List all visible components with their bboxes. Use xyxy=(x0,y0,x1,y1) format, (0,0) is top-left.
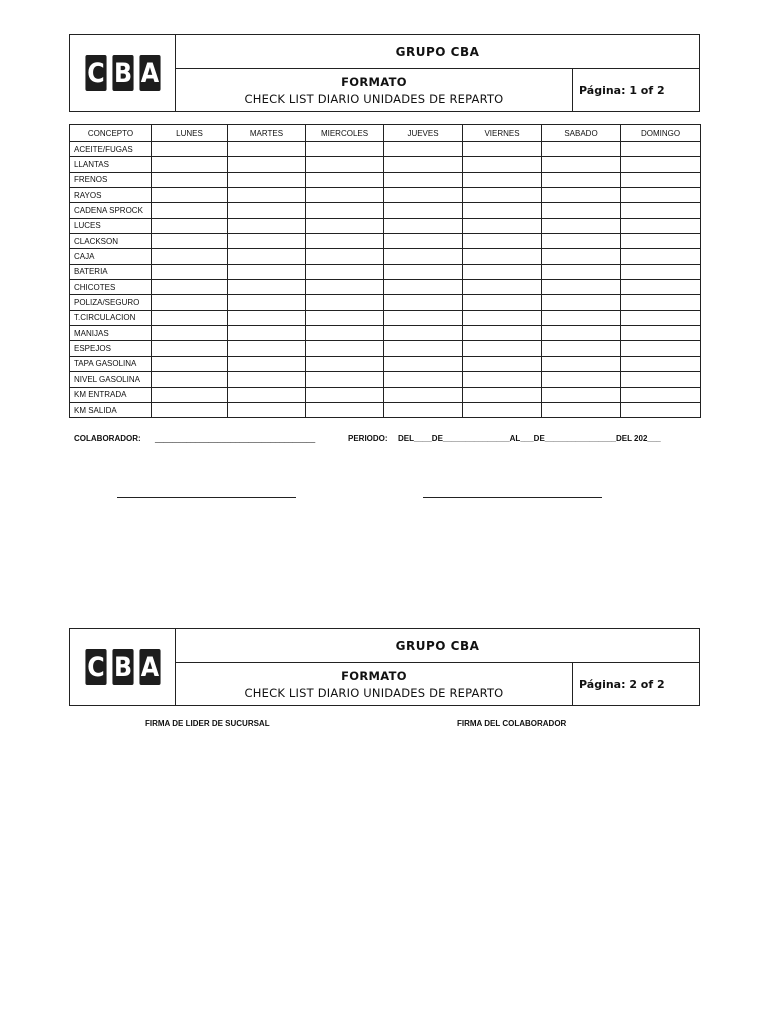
concept-label: ACEITE/FUGAS xyxy=(70,142,152,157)
column-header: SABADO xyxy=(542,125,621,142)
check-cell[interactable] xyxy=(542,295,621,310)
concept-label: LLANTAS xyxy=(70,157,152,172)
concept-label: MANIJAS xyxy=(70,326,152,341)
column-header: VIERNES xyxy=(463,125,542,142)
concept-label: LUCES xyxy=(70,218,152,233)
check-cell[interactable] xyxy=(152,234,228,249)
check-cell[interactable] xyxy=(384,157,463,172)
check-cell[interactable] xyxy=(542,280,621,295)
check-cell[interactable] xyxy=(621,402,701,417)
check-cell[interactable] xyxy=(542,234,621,249)
column-header: CONCEPTO xyxy=(70,125,152,142)
signature-line-colaborador[interactable] xyxy=(423,497,602,498)
check-cell[interactable] xyxy=(228,188,306,203)
check-cell[interactable] xyxy=(152,280,228,295)
check-cell[interactable] xyxy=(306,249,384,264)
check-cell[interactable] xyxy=(463,402,542,417)
table-row xyxy=(70,142,701,157)
check-cell[interactable] xyxy=(463,387,542,402)
check-cell[interactable] xyxy=(621,234,701,249)
check-cell[interactable] xyxy=(152,218,228,233)
document-title: CHECK LIST DIARIO UNIDADES DE REPARTO xyxy=(244,91,504,106)
check-cell[interactable] xyxy=(621,356,701,371)
check-cell[interactable] xyxy=(306,356,384,371)
check-cell[interactable] xyxy=(152,372,228,387)
format-cell xyxy=(176,663,573,705)
check-cell[interactable] xyxy=(152,402,228,417)
check-cell[interactable] xyxy=(463,372,542,387)
logo-letter: A xyxy=(139,649,160,685)
table-row xyxy=(70,341,701,356)
check-cell[interactable] xyxy=(384,234,463,249)
check-cell[interactable] xyxy=(463,203,542,218)
check-cell[interactable] xyxy=(306,188,384,203)
check-cell[interactable] xyxy=(228,249,306,264)
check-cell[interactable] xyxy=(152,142,228,157)
cba-logo xyxy=(84,55,162,91)
check-cell[interactable] xyxy=(621,172,701,187)
table-row xyxy=(70,249,701,264)
check-cell[interactable] xyxy=(384,341,463,356)
check-cell[interactable] xyxy=(542,142,621,157)
check-cell[interactable] xyxy=(463,310,542,325)
check-cell[interactable] xyxy=(152,249,228,264)
check-cell[interactable] xyxy=(463,341,542,356)
check-cell[interactable] xyxy=(621,295,701,310)
check-cell[interactable] xyxy=(306,295,384,310)
table-row xyxy=(70,172,701,187)
check-cell[interactable] xyxy=(228,172,306,187)
table-row xyxy=(70,264,701,279)
check-cell[interactable] xyxy=(228,387,306,402)
periodo-field[interactable]: DEL____DE_______________AL___DE________________DEL 202___ xyxy=(398,434,661,443)
check-cell[interactable] xyxy=(306,264,384,279)
check-cell[interactable] xyxy=(306,280,384,295)
concept-label: CAJA xyxy=(70,249,152,264)
check-cell[interactable] xyxy=(306,234,384,249)
concept-label: TAPA GASOLINA xyxy=(70,356,152,371)
concept-label: NIVEL GASOLINA xyxy=(70,372,152,387)
signature-label-colaborador: FIRMA DEL COLABORADOR xyxy=(457,719,567,728)
check-cell[interactable] xyxy=(542,264,621,279)
check-cell[interactable] xyxy=(152,157,228,172)
check-cell[interactable] xyxy=(228,264,306,279)
check-cell[interactable] xyxy=(542,356,621,371)
signature-line-leader[interactable] xyxy=(117,497,296,498)
format-cell xyxy=(176,69,573,111)
checklist-table xyxy=(69,124,701,418)
periodo-label: PERIODO: xyxy=(348,434,388,443)
table-row xyxy=(70,157,701,172)
column-header: LUNES xyxy=(152,125,228,142)
check-cell[interactable] xyxy=(463,234,542,249)
concept-label: BATERIA xyxy=(70,264,152,279)
check-cell[interactable] xyxy=(621,188,701,203)
check-cell[interactable] xyxy=(621,310,701,325)
check-cell[interactable] xyxy=(542,203,621,218)
check-cell[interactable] xyxy=(542,157,621,172)
column-header: DOMINGO xyxy=(621,125,701,142)
table-row xyxy=(70,356,701,371)
check-cell[interactable] xyxy=(463,188,542,203)
column-header: MARTES xyxy=(228,125,306,142)
check-cell[interactable] xyxy=(463,157,542,172)
check-cell[interactable] xyxy=(542,218,621,233)
check-cell[interactable] xyxy=(228,280,306,295)
check-cell[interactable] xyxy=(621,280,701,295)
concept-label: RAYOS xyxy=(70,188,152,203)
check-cell[interactable] xyxy=(306,203,384,218)
check-cell[interactable] xyxy=(306,310,384,325)
check-cell[interactable] xyxy=(542,172,621,187)
table-row xyxy=(70,218,701,233)
company-name: GRUPO CBA xyxy=(176,35,699,69)
table-header-row xyxy=(70,125,701,142)
table-row xyxy=(70,203,701,218)
check-cell[interactable] xyxy=(152,264,228,279)
check-cell[interactable] xyxy=(463,326,542,341)
check-cell[interactable] xyxy=(152,203,228,218)
check-cell[interactable] xyxy=(228,234,306,249)
check-cell[interactable] xyxy=(384,295,463,310)
cba-logo xyxy=(84,649,162,685)
concept-label: KM ENTRADA xyxy=(70,387,152,402)
check-cell[interactable] xyxy=(306,402,384,417)
check-cell[interactable] xyxy=(542,188,621,203)
colaborador-label: COLABORADOR: xyxy=(74,434,141,443)
concept-label: CLACKSON xyxy=(70,234,152,249)
check-cell[interactable] xyxy=(542,326,621,341)
check-cell[interactable] xyxy=(152,295,228,310)
check-cell[interactable] xyxy=(306,341,384,356)
check-cell[interactable] xyxy=(228,326,306,341)
document-title: CHECK LIST DIARIO UNIDADES DE REPARTO xyxy=(244,685,504,700)
format-label: FORMATO xyxy=(341,74,407,89)
check-cell[interactable] xyxy=(384,326,463,341)
check-cell[interactable] xyxy=(384,280,463,295)
check-cell[interactable] xyxy=(228,203,306,218)
check-cell[interactable] xyxy=(384,188,463,203)
check-cell[interactable] xyxy=(621,387,701,402)
concept-label: CADENA SPROCK xyxy=(70,203,152,218)
check-cell[interactable] xyxy=(621,249,701,264)
concept-label: FRENOS xyxy=(70,172,152,187)
page-number: Página: 2 of 2 xyxy=(579,677,665,691)
table-row xyxy=(70,234,701,249)
check-cell[interactable] xyxy=(384,172,463,187)
logo-letter: C xyxy=(85,55,106,91)
column-header: MIERCOLES xyxy=(306,125,384,142)
document-header-page-1 xyxy=(69,34,700,112)
check-cell[interactable] xyxy=(621,157,701,172)
concept-label: ESPEJOS xyxy=(70,341,152,356)
check-cell[interactable] xyxy=(621,326,701,341)
check-cell[interactable] xyxy=(463,280,542,295)
check-cell[interactable] xyxy=(463,264,542,279)
check-cell[interactable] xyxy=(152,341,228,356)
check-cell[interactable] xyxy=(306,372,384,387)
check-cell[interactable] xyxy=(306,218,384,233)
concept-label: T.CIRCULACION xyxy=(70,310,152,325)
check-cell[interactable] xyxy=(463,295,542,310)
company-name: GRUPO CBA xyxy=(176,629,699,663)
table-row xyxy=(70,295,701,310)
format-label: FORMATO xyxy=(341,668,407,683)
concept-label: KM SALIDA xyxy=(70,402,152,417)
check-cell[interactable] xyxy=(384,218,463,233)
check-cell[interactable] xyxy=(306,157,384,172)
check-cell[interactable] xyxy=(228,372,306,387)
check-cell[interactable] xyxy=(306,172,384,187)
check-cell[interactable] xyxy=(306,387,384,402)
check-cell[interactable] xyxy=(542,387,621,402)
check-cell[interactable] xyxy=(306,326,384,341)
check-cell[interactable] xyxy=(152,188,228,203)
check-cell[interactable] xyxy=(542,372,621,387)
logo-letter: A xyxy=(139,55,160,91)
check-cell[interactable] xyxy=(463,142,542,157)
signature-label-leader: FIRMA DE LIDER DE SUCURSAL xyxy=(145,719,270,728)
check-cell[interactable] xyxy=(542,310,621,325)
check-cell[interactable] xyxy=(228,341,306,356)
check-cell[interactable] xyxy=(152,310,228,325)
concept-label: POLIZA/SEGURO xyxy=(70,295,152,310)
check-cell[interactable] xyxy=(384,356,463,371)
check-cell[interactable] xyxy=(152,387,228,402)
check-cell[interactable] xyxy=(384,402,463,417)
check-cell[interactable] xyxy=(542,341,621,356)
check-cell[interactable] xyxy=(306,142,384,157)
check-cell[interactable] xyxy=(228,218,306,233)
check-cell[interactable] xyxy=(384,142,463,157)
check-cell[interactable] xyxy=(542,249,621,264)
check-cell[interactable] xyxy=(228,402,306,417)
check-cell[interactable] xyxy=(542,402,621,417)
check-cell[interactable] xyxy=(384,249,463,264)
check-cell[interactable] xyxy=(384,264,463,279)
check-cell[interactable] xyxy=(463,218,542,233)
table-row xyxy=(70,188,701,203)
logo-cell xyxy=(70,629,176,705)
check-cell[interactable] xyxy=(621,142,701,157)
table-row xyxy=(70,387,701,402)
colaborador-field[interactable]: ____________________________________ xyxy=(155,434,316,443)
check-cell[interactable] xyxy=(384,387,463,402)
check-cell[interactable] xyxy=(463,172,542,187)
check-cell[interactable] xyxy=(621,218,701,233)
check-cell[interactable] xyxy=(228,157,306,172)
check-cell[interactable] xyxy=(384,372,463,387)
logo-letter: C xyxy=(85,649,106,685)
logo-letter: B xyxy=(112,55,133,91)
logo-letter: B xyxy=(112,649,133,685)
check-cell[interactable] xyxy=(152,326,228,341)
concept-label: CHICOTES xyxy=(70,280,152,295)
table-row xyxy=(70,310,701,325)
document-header-page-2 xyxy=(69,628,700,706)
logo-cell xyxy=(70,35,176,111)
page-number: Página: 1 of 2 xyxy=(579,83,665,97)
table-row xyxy=(70,280,701,295)
check-cell[interactable] xyxy=(228,310,306,325)
check-cell[interactable] xyxy=(621,341,701,356)
column-header: JUEVES xyxy=(384,125,463,142)
check-cell[interactable] xyxy=(384,310,463,325)
table-row xyxy=(70,372,701,387)
check-cell[interactable] xyxy=(228,356,306,371)
check-cell[interactable] xyxy=(621,264,701,279)
check-cell[interactable] xyxy=(152,172,228,187)
check-cell[interactable] xyxy=(228,142,306,157)
check-cell[interactable] xyxy=(228,295,306,310)
check-cell[interactable] xyxy=(463,249,542,264)
check-cell[interactable] xyxy=(621,372,701,387)
table-row xyxy=(70,326,701,341)
check-cell[interactable] xyxy=(621,203,701,218)
check-cell[interactable] xyxy=(152,356,228,371)
check-cell[interactable] xyxy=(384,203,463,218)
check-cell[interactable] xyxy=(463,356,542,371)
table-row xyxy=(70,402,701,417)
